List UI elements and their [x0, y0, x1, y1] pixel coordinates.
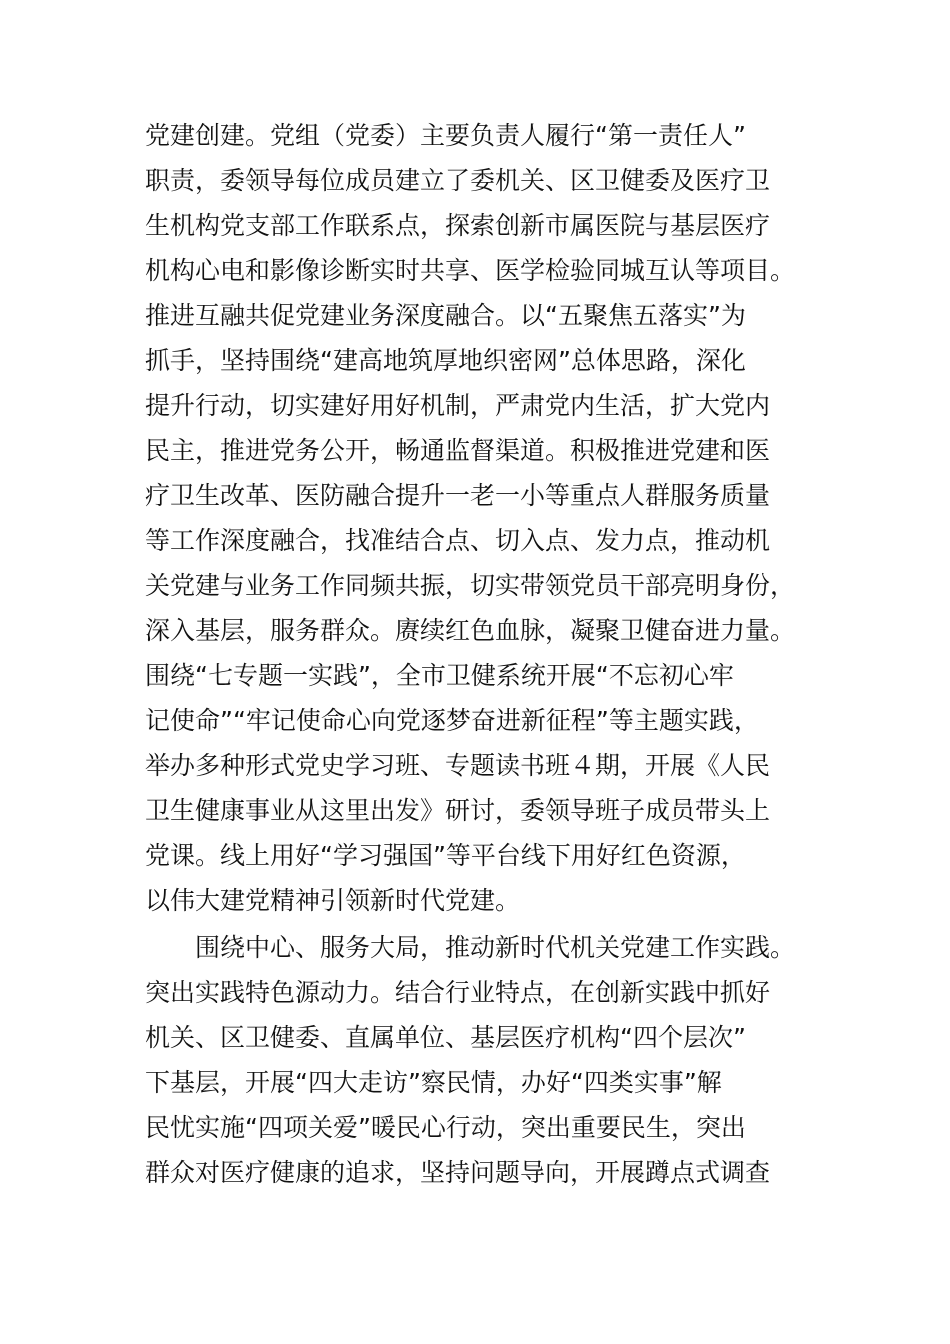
text-line: 疗卫生改革、医防融合提升一老一小等重点人群服务质量 — [145, 481, 771, 510]
text-line: 提升行动，切实建好用好机制，严肃党内生活，扩大党内 — [145, 391, 771, 420]
text-line: 党课。线上用好“学习强国”等平台线下用好红色资源， — [145, 841, 746, 870]
text-line: 群众对医疗健康的追求，坚持问题导向，开展蹲点式调查 — [145, 1158, 771, 1187]
text-line: 党建创建。党组（党委）主要负责人履行“第一责任人” — [145, 121, 746, 150]
text-line: 等工作深度融合，找准结合点、切入点、发力点，推动机 — [145, 526, 771, 555]
text-line: 生机构党支部工作联系点，探索创新市属医院与基层医疗 — [145, 211, 771, 240]
text-line: 突出实践特色源动力。结合行业特点，在创新实践中抓好 — [145, 978, 771, 1007]
text-line: 记使命”“牢记使命心向党逐梦奋进新征程”等主题实践， — [145, 706, 759, 735]
text-line: 卫生健康事业从这里出发》研讨，委领导班子成员带头上 — [145, 796, 771, 825]
text-line: 职责，委领导每位成员建立了委机关、区卫健委及医疗卫 — [145, 166, 771, 195]
text-line: 抓手，坚持围绕“建高地筑厚地织密网”总体思路，深化 — [145, 346, 746, 375]
paragraph-first-line: 围绕中心、服务大局，推动新时代机关党建工作实践。 — [195, 933, 796, 962]
text-line: 机关、区卫健委、直属单位、基层医疗机构“四个层次” — [145, 1023, 746, 1052]
text-line: 机构心电和影像诊断实时共享、医学检验同城互认等项目。 — [145, 256, 796, 285]
text-line: 下基层，开展“四大走访”察民情，办好“四类实事”解 — [145, 1068, 722, 1097]
text-line: 以伟大建党精神引领新时代党建。 — [145, 886, 521, 915]
text-line: 关党建与业务工作同频共振，切实带领党员干部亮明身份， — [145, 571, 796, 600]
text-line: 围绕“七专题一实践”，全市卫健系统开展“不忘初心牢 — [145, 661, 734, 690]
text-line: 民主，推进党务公开，畅通监督渠道。积极推进党建和医 — [145, 436, 771, 465]
text-line: 举办多种形式党史学习班、专题读书班４期，开展《人民 — [145, 751, 771, 780]
text-line: 深入基层，服务群众。赓续红色血脉，凝聚卫健奋进力量。 — [145, 616, 796, 645]
text-line: 民忧实施“四项关爱”暖民心行动，突出重要民生，突出 — [145, 1113, 746, 1142]
text-line: 推进互融共促党建业务深度融合。以“五聚焦五落实”为 — [145, 301, 746, 330]
